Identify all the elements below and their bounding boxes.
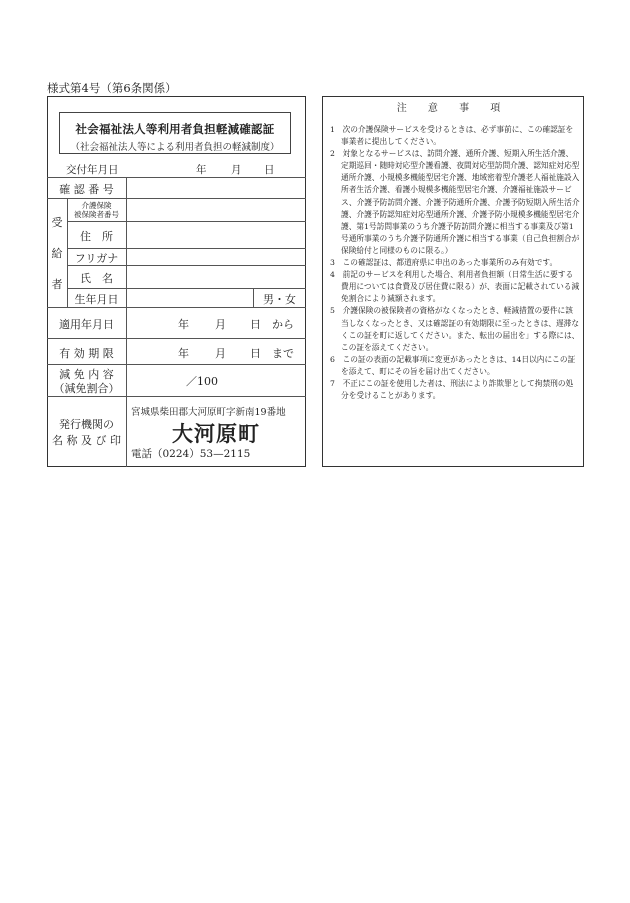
card-subtitle: （社会福祉法人等による利用者負担の軽減制度） [70,142,280,153]
valid-month-unit: 月 [215,347,226,360]
grid-line [47,177,306,178]
confirmation-number-label: 確 認 番 号 [59,183,114,196]
applicable-date-label: 適用年月日 [59,318,114,331]
insured-number-label-line1: 介護保険 [81,201,112,210]
applicable-day-unit: 日 [250,318,261,331]
grid-line [126,177,127,467]
reduction-label-line1: 減 免 内 容 [59,368,114,381]
furigana-label: フリガナ [74,252,119,265]
applicable-year-unit: 年 [178,318,189,331]
valid-year-unit: 年 [178,347,189,360]
note-item: 1 次の介護保険サービスを受けるときは、必ず事前に、この確認証を事業者に提出してください。 [330,125,574,147]
issue-date-label: 交付年月日 [66,164,119,176]
notes-title: 注 意 事 項 [396,103,510,114]
form-number-label: 様式第4号（第6条関係） [47,81,177,95]
insured-number-label-line2: 被保険者番号 [74,210,119,219]
recipient-label-1: 受 [51,216,63,229]
issuer-name: 大河原町 [172,421,260,446]
note-item: 7 不正にこの証を使用した者は、刑法により詐欺罪として拘禁刑の処分を受けることがあります。 [330,378,574,401]
grid-line [47,364,306,365]
card-title-box [59,112,291,154]
grid-line [47,198,306,199]
issuer-label-line1: 発行機関の [59,418,114,431]
grid-line [47,396,306,397]
card-title: 社会福祉法人等利用者負担軽減確認証 [75,122,275,136]
grid-line [67,221,306,222]
notes-list [330,124,580,402]
recipient-label-3: 者 [51,278,63,291]
reduction-label-line2: （減免割合） [53,382,120,395]
note-item: 6 この証の表面の記載事項に変更があったときは、14日以内にこの証を添えて、町にその旨を届け出てください。 [330,354,576,376]
grid-line [47,307,306,308]
issuer-phone: 電話（0224）53—2115 [131,448,251,460]
address-label: 住 所 [80,230,113,243]
grid-line [67,288,306,289]
issue-year-unit: 年 [196,164,207,176]
note-item: 4 前記のサービスを利用した場合、利用者負担額（日常生活に要する費用については食費及び居住費に限る）が、表面に記載されている減免割合により減額されます。 [330,270,580,304]
valid-until-label: 有 効 期 限 [59,347,114,360]
birthdate-label: 生年月日 [74,293,119,306]
applicable-suffix: から [272,318,294,331]
grid-line [67,248,306,249]
note-item: 3 この確認証は、都道府県に申出のあった事業所のみ有効です。 [330,258,558,268]
issuer-address: 宮城県柴田郡大河原町字新南19番地 [131,407,286,418]
recipient-label-2: 給 [51,247,63,260]
applicable-month-unit: 月 [215,318,226,331]
note-item: 5 介護保険の被保険者の資格がなくなったとき、軽減措置の要件に該当しなくなったとき、又は確認証の有効期限に至ったときは、遅滞なくこの証を町に返してください。また、転出の届出を」する際には、この証を添えてください。 [330,306,580,352]
issue-month-unit: 月 [231,164,242,176]
note-item: 2 対象となるサービスは、訪問介護、通所介護、短期入所生活介護、定期巡回・随時対応型介護看護、夜間対応型訪問介護、認知症対応型通所介護、小規模多機能型居宅介護、地域密着型介護老人福祉施設入所者生活介護、看護小規模多機能型居宅介護、介護福祉施設サービス、介護予防訪問介護、介護予防通所介護、介護予防短期入所生活介護、介護予防認知症対応型通所介護、介護予防小規模多機能型居宅介護、第1号訪問事業のうち介護予防訪問介護に相当する事業及び第1号通所事業のうち介護予防通所介護に相当する事業（自己負担割合が保険給付と同様のものに限る。） [330,149,580,255]
name-label: 氏 名 [80,272,113,285]
issue-day-unit: 日 [264,164,275,176]
valid-day-unit: 日 [250,347,261,360]
grid-line [47,338,306,339]
reduction-value: ／100 [186,375,218,388]
issuer-label-line2: 名 称 及 び 印 [52,434,121,447]
gender-options: 男・女 [263,293,296,306]
valid-suffix: まで [272,347,294,360]
